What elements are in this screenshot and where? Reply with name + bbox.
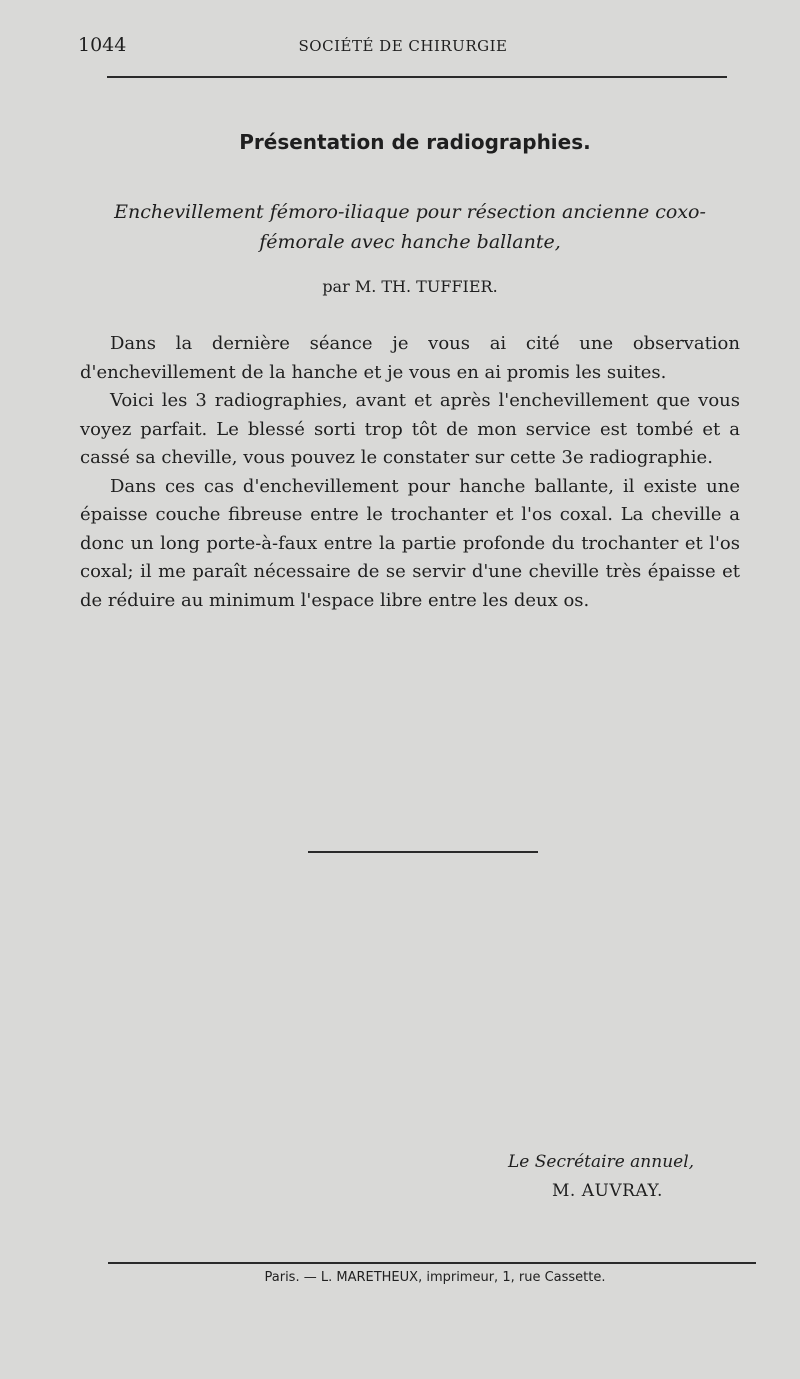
page-number: 1044 bbox=[78, 34, 127, 56]
article-subtitle bbox=[100, 197, 720, 257]
article-title: Présentation de radiographies. bbox=[239, 130, 591, 154]
running-head: SOCIÉTÉ DE CHIRURGIE bbox=[298, 37, 508, 55]
subtitle-line-2: fémorale avec hanche ballante, bbox=[259, 231, 561, 253]
page-header bbox=[78, 34, 728, 60]
printer-imprint: Paris. — L. MARETHEUX, imprimeur, 1, rue Cassette. bbox=[264, 1270, 606, 1285]
section-divider bbox=[308, 851, 538, 853]
paragraph: Voici les 3 radiographies, avant et après l'enchevillement que vous voyez parfait. Le blessé sorti trop tôt de mon service est tombé et a cassé sa cheville, vous pouvez le constater sur cette 3e radiographie. bbox=[80, 390, 740, 468]
signature-name: M. AUVRAY. bbox=[552, 1181, 663, 1201]
byline: par M. TH. TUFFIER. bbox=[322, 277, 498, 296]
signature-block bbox=[500, 1152, 720, 1201]
subtitle-line-1: Enchevillement fémoro-iliaque pour résection ancienne coxo- bbox=[114, 201, 706, 223]
footer-rule bbox=[108, 1262, 756, 1264]
header-rule bbox=[107, 76, 727, 78]
paragraph: Dans ces cas d'enchevillement pour hanche ballante, il existe une épaisse couche fibreuse entre le trochanter et l'os coxal. La cheville a donc un long porte-à-faux entre la partie profonde du trochanter et l'os coxal; il me paraît nécessaire de se servir d'une cheville très épaisse et de réduire au minimum l'espace libre entre les deux os. bbox=[80, 475, 740, 611]
body-text bbox=[80, 330, 740, 615]
paragraph: Dans la dernière séance je vous ai cité une observation d'enchevillement de la hanche et je vous en ai promis les suites. bbox=[80, 333, 740, 383]
signature-role: Le Secrétaire annuel, bbox=[508, 1152, 695, 1172]
